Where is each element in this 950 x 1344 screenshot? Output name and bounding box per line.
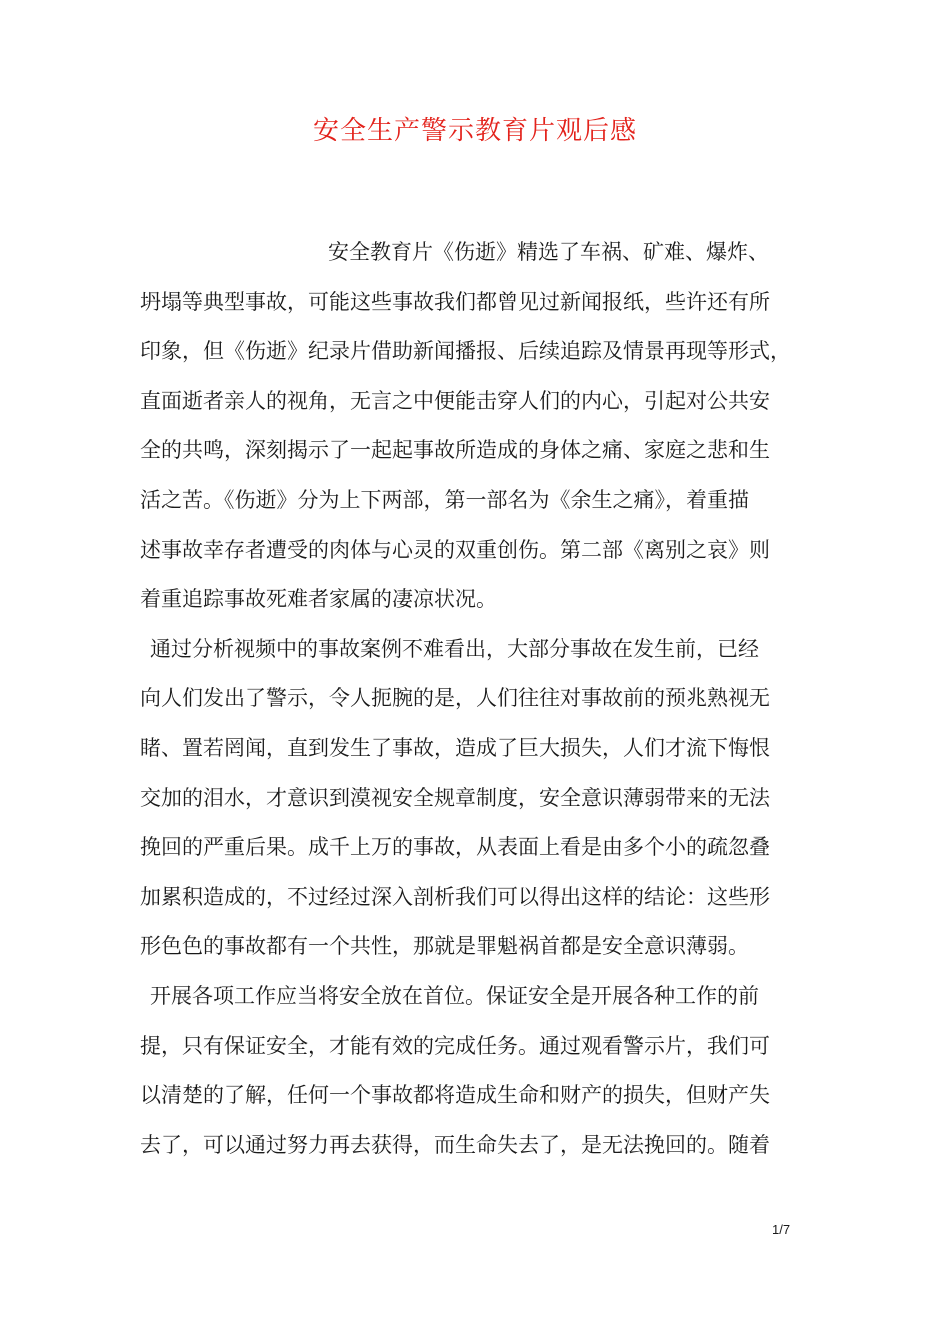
text-line: 述事故幸存者遭受的肉体与心灵的双重创伤。第二部《离别之哀》则 — [140, 537, 770, 562]
text-line: 安全教育片《伤逝》精选了车祸、矿难、爆炸、 — [328, 240, 769, 264]
text-line: 挽回的严重后果。成千上万的事故，从表面上看是由多个小的疏忽叠 — [140, 835, 770, 860]
text-line: 交加的泪水，才意识到漠视安全规章制度，安全意识薄弱带来的无法 — [140, 785, 770, 810]
text-line: 着重追踪事故死难者家属的凄凉状况。 — [140, 587, 497, 612]
page-number: 1/7 — [772, 1222, 791, 1237]
text-line: 坍塌等典型事故，可能这些事故我们都曾见过新闻报纸，些许还有所 — [140, 289, 770, 314]
text-line: 活之苦。《伤逝》分为上下两部，第一部名为《余生之痛》，着重描 — [140, 487, 749, 512]
text-line: 开展各项工作应当将安全放在首位。保证安全是开展各种工作的前 — [150, 983, 759, 1008]
text-line: 印象，但《伤逝》纪录片借助新闻播报、后续追踪及情景再现等形式， — [140, 339, 791, 364]
text-line: 直面逝者亲人的视角，无言之中便能击穿人们的内心，引起对公共安 — [140, 388, 770, 413]
text-line: 以清楚的了解，任何一个事故都将造成生命和财产的损失，但财产失 — [140, 1083, 770, 1108]
document-title: 安全生产警示教育片观后感 — [312, 116, 637, 146]
text-line: 全的共鸣，深刻揭示了一起起事故所造成的身体之痛、家庭之悲和生 — [140, 438, 770, 463]
text-line: 提，只有保证安全，才能有效的完成任务。通过观看警示片，我们可 — [140, 1033, 770, 1058]
text-line: 睹、置若罔闻，直到发生了事故，造成了巨大损失，人们才流下悔恨 — [140, 735, 770, 760]
document-body — [140, 228, 820, 1170]
text-line: 加累积造成的，不过经过深入剖析我们可以得出这样的结论：这些形 — [140, 884, 770, 909]
text-line: 去了，可以通过努力再去获得，而生命失去了，是无法挽回的。随着 — [140, 1132, 770, 1157]
text-line: 形色色的事故都有一个共性，那就是罪魁祸首都是安全意识薄弱。 — [140, 934, 749, 959]
text-line: 向人们发出了警示，令人扼腕的是，人们往往对事故前的预兆熟视无 — [140, 686, 770, 711]
text-line: 通过分析视频中的事故案例不难看出，大部分事故在发生前，已经 — [150, 636, 759, 661]
